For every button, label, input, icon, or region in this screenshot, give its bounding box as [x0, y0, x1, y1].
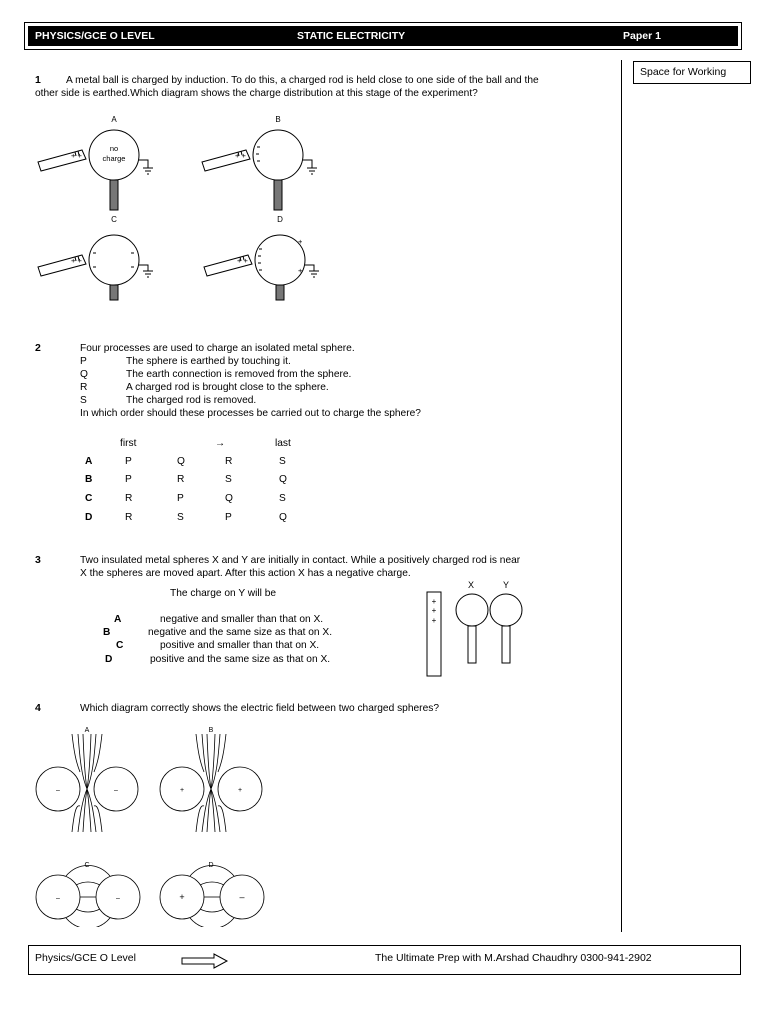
- q4-label-a: A: [84, 727, 90, 734]
- q3-rod-plus-2: +: [431, 606, 437, 615]
- q4-number: 4: [35, 702, 41, 714]
- q3-option-b[interactable]: B negative and the same size as that on X.: [103, 627, 333, 638]
- q1-label-b: B: [275, 115, 281, 124]
- q3-text-line1: Two insulated metal spheres X and Y are initially in contact. While a positively charged rod is near: [80, 555, 521, 566]
- q2-process-p-key: P: [80, 356, 87, 367]
- q1-label-c: C: [111, 215, 117, 224]
- q2-process-s-key: S: [80, 395, 87, 406]
- q1-label-a: A: [111, 115, 117, 124]
- q4-d-right-sign: –: [239, 892, 245, 902]
- q4-c-left-sign: –: [56, 895, 60, 902]
- q3-option-c[interactable]: C positive and smaller than that on X.: [116, 640, 320, 651]
- q4-b-left-sign: +: [179, 787, 185, 794]
- q4-a-right-sign: –: [114, 787, 118, 794]
- q3-rod-plus-1: +: [431, 597, 437, 606]
- q2-option-d[interactable]: D R S P Q: [85, 512, 287, 523]
- header-bar: [28, 26, 738, 46]
- header-topic: STATIC ELECTRICITY: [297, 30, 406, 42]
- q4-diagram-c: [36, 866, 140, 928]
- q2-option-b[interactable]: B P R S Q: [85, 474, 287, 485]
- q2-process-s: The charged rod is removed.: [126, 395, 257, 406]
- q2-option-a[interactable]: A P Q R S: [85, 456, 286, 467]
- q1-no-charge-2: charge: [102, 154, 126, 163]
- q2-head-last: last: [275, 438, 291, 449]
- q2-process-r: A charged rod is brought close to the sphere.: [126, 382, 329, 393]
- q1-text-line2: other side is earthed.Which diagram shows the charge distribution at this stage of the experiment?: [35, 88, 478, 99]
- q2-question: In which order should these processes be carried out to charge the sphere?: [80, 408, 421, 419]
- q3-options: [100, 613, 380, 669]
- q2-intro: Four processes are used to charge an isolated metal sphere.: [80, 343, 355, 354]
- q4-label-d: D: [208, 862, 214, 869]
- q3-stand-x: [468, 626, 476, 663]
- q4-label-c: C: [84, 862, 90, 869]
- rod-plus-a: + +: [71, 151, 82, 160]
- q1-no-charge-1: no: [109, 144, 119, 153]
- q1-diagram-b: [202, 130, 317, 210]
- q3-rod-plus-3: +: [431, 616, 437, 625]
- q1-label-d: D: [277, 215, 283, 224]
- q1-d-plus: +: [298, 237, 303, 246]
- q4-diagrams: [30, 722, 270, 927]
- q1-d-plus-2: +: [298, 266, 303, 275]
- q3-stem: The charge on Y will be: [170, 588, 277, 599]
- q2-head-arrow: →: [215, 438, 226, 449]
- q2-process-r-key: R: [80, 382, 88, 393]
- rod-plus-c: + +: [71, 256, 82, 265]
- footer: [28, 945, 741, 975]
- q4-d-left-sign: +: [179, 892, 185, 902]
- q1-number: 1: [35, 74, 41, 86]
- q4-label-b: B: [208, 727, 214, 734]
- footer-left: Physics/GCE O Level: [35, 952, 136, 964]
- q3-diagram: [420, 578, 530, 678]
- rod-plus-d: + +: [237, 256, 248, 265]
- margin-divider: [621, 60, 622, 932]
- q3-sphere-y: [490, 594, 522, 626]
- space-for-working-label: Space for Working: [633, 61, 751, 84]
- q1-diagram-a: [38, 130, 153, 210]
- q2-head-first: first: [120, 438, 137, 449]
- header-paper: Paper 1: [623, 30, 661, 42]
- q3-sphere-x: [456, 594, 488, 626]
- header-subject: PHYSICS/GCE O LEVEL: [35, 30, 155, 42]
- q2-process-q-key: Q: [80, 369, 88, 380]
- q4-c-right-sign: –: [116, 895, 120, 902]
- q2-number: 2: [35, 342, 41, 354]
- q4-diagram-d: [160, 866, 264, 928]
- q3-text-line2: X the spheres are moved apart. After this action X has a negative charge.: [80, 568, 411, 579]
- q3-number: 3: [35, 554, 41, 566]
- q3-option-a[interactable]: A negative and smaller than that on X.: [114, 614, 324, 625]
- q4-text: Which diagram correctly shows the electric field between two charged spheres?: [80, 703, 439, 714]
- q4-a-left-sign: –: [56, 787, 60, 794]
- arrow-right-icon: [181, 953, 229, 969]
- q1-diagrams: [30, 110, 340, 305]
- q4-b-right-sign: +: [237, 787, 243, 794]
- q2-process-q: The earth connection is removed from the sphere.: [126, 369, 352, 380]
- q4-diagram-a: [36, 734, 138, 832]
- q4-diagram-b: [160, 734, 262, 832]
- q2-process-p: The sphere is earthed by touching it.: [126, 356, 291, 367]
- q3-label-y: Y: [502, 580, 510, 590]
- q3-stand-y: [502, 626, 510, 663]
- q1-text-line1: A metal ball is charged by induction. To do this, a charged rod is held close to one side of the ball and the: [66, 75, 539, 86]
- q3-option-d[interactable]: D positive and the same size as that on X.: [105, 654, 331, 665]
- q3-label-x: X: [467, 580, 475, 590]
- q2-option-c[interactable]: C R P Q S: [85, 493, 286, 504]
- footer-right: The Ultimate Prep with M.Arshad Chaudhry 0300-941-2902: [375, 952, 652, 964]
- rod-plus-b: + +: [235, 151, 246, 160]
- q1-diagram-c: [38, 235, 153, 300]
